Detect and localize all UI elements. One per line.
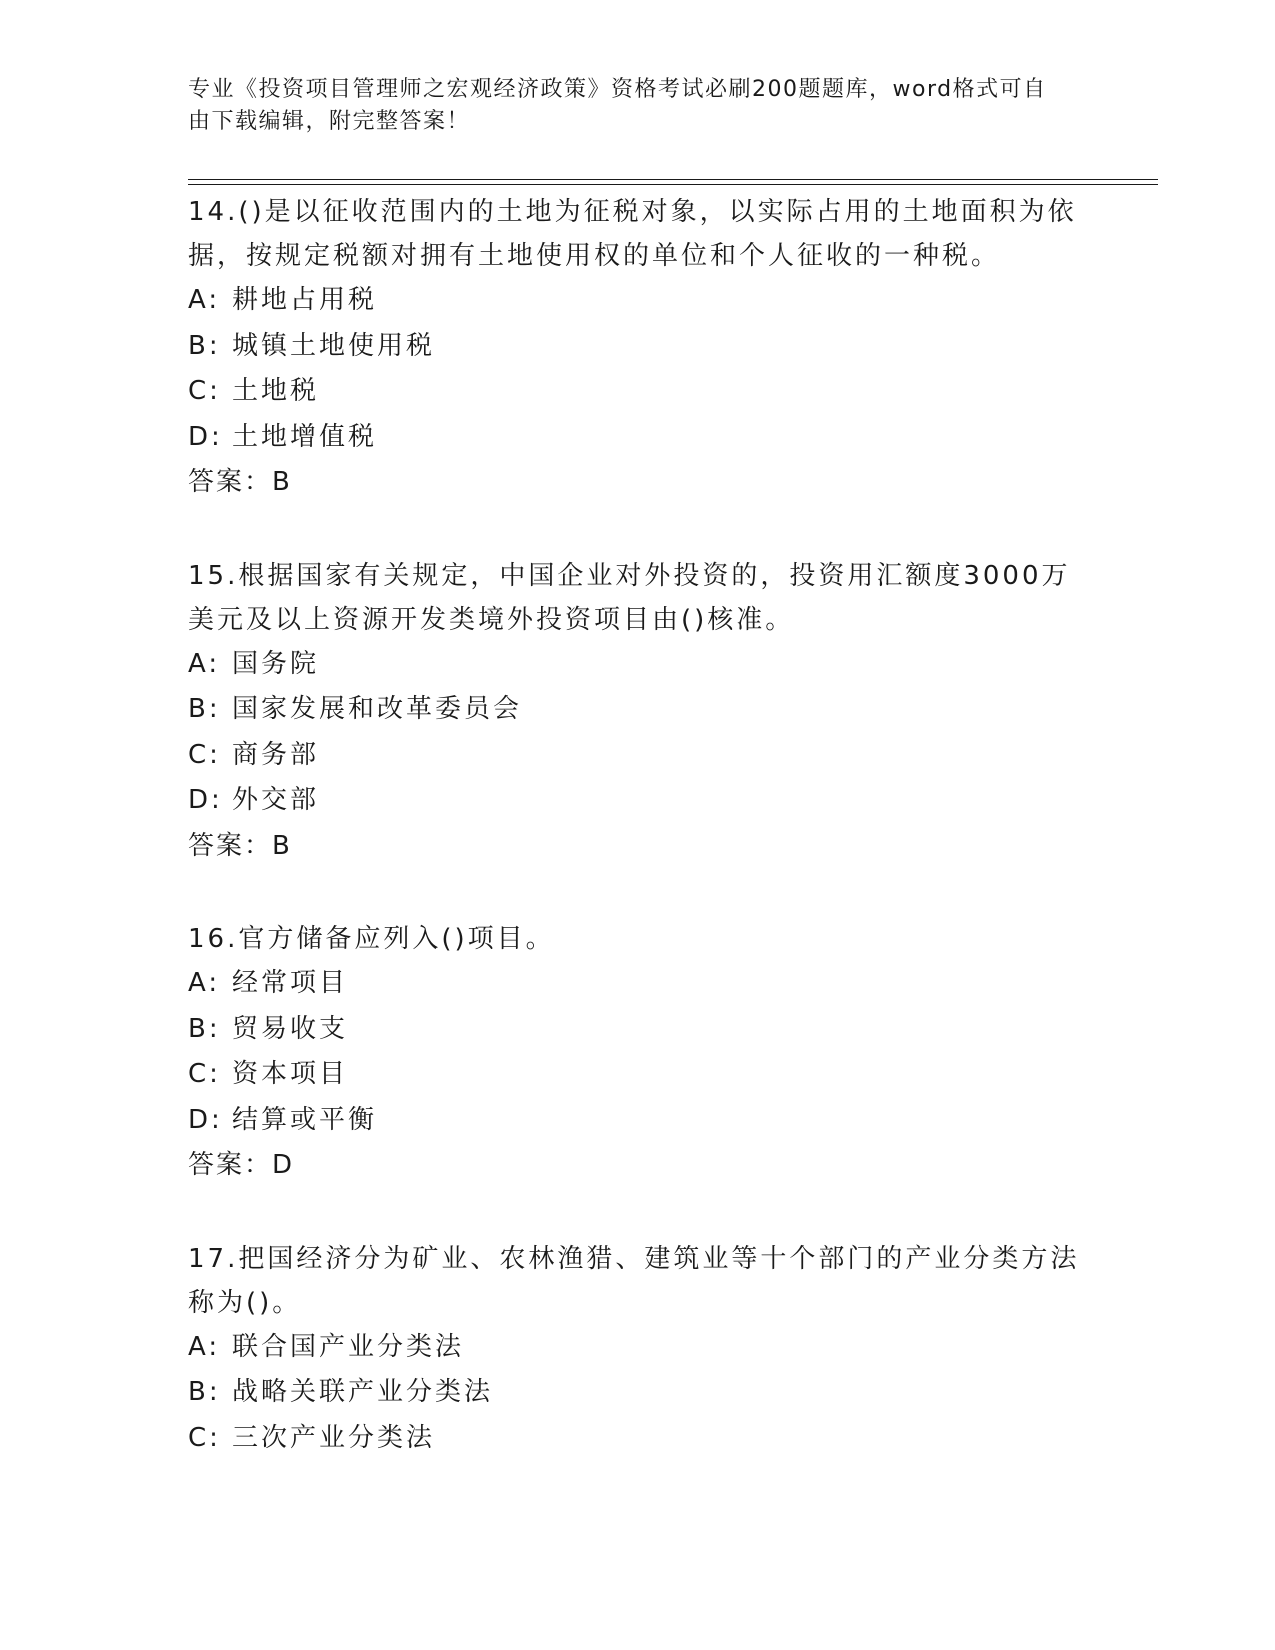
option-text: 商务部	[232, 739, 320, 770]
question-stem: 16.官方储备应列入()项目。	[188, 924, 555, 954]
option-b	[188, 687, 1158, 733]
question-item	[188, 190, 1158, 506]
option-text: 土地增值税	[232, 421, 378, 452]
question-item	[188, 554, 1158, 870]
answer-line: 答案：B	[188, 830, 292, 861]
document-page	[188, 0, 1158, 1650]
option-d	[188, 415, 1158, 461]
option-text: 外交部	[232, 785, 320, 815]
option-a	[188, 642, 1158, 688]
option-letter: D:	[188, 1104, 223, 1135]
header-divider	[188, 179, 1158, 185]
option-c	[188, 733, 1158, 779]
option-letter: A:	[188, 968, 221, 998]
option-c	[188, 369, 1158, 415]
option-letter: C:	[188, 376, 221, 406]
question-item	[188, 1237, 1158, 1462]
option-text: 结算或平衡	[232, 1104, 378, 1135]
option-b	[188, 1007, 1158, 1053]
option-letter: B:	[188, 1377, 221, 1407]
option-d	[188, 1098, 1158, 1144]
option-b	[188, 324, 1158, 370]
option-a	[188, 961, 1158, 1007]
option-text: 战略关联产业分类法	[232, 1377, 494, 1407]
question-list	[188, 190, 1158, 1509]
option-c	[188, 1052, 1158, 1098]
option-text: 经常项目	[232, 968, 349, 998]
option-letter: B:	[188, 694, 221, 724]
option-c	[188, 1416, 1158, 1462]
option-letter: C:	[188, 1059, 221, 1089]
option-a	[188, 278, 1158, 324]
question-stem: 14.()是以征收范围内的土地为征税对象，以实际占用的土地面积为依据，按规定税额对拥有土地使用权的单位和个人征收的一种税。	[188, 197, 1077, 271]
answer-line: 答案：B	[188, 467, 292, 497]
option-text: 国务院	[232, 648, 320, 679]
option-text: 耕地占用税	[232, 285, 378, 315]
option-text: 城镇土地使用税	[232, 330, 436, 361]
option-letter: A:	[188, 648, 221, 679]
option-letter: C:	[188, 739, 221, 770]
option-b	[188, 1370, 1158, 1416]
question-item	[188, 917, 1158, 1189]
option-d	[188, 778, 1158, 824]
option-letter: C:	[188, 1422, 221, 1453]
option-letter: B:	[188, 330, 221, 361]
answer-line: 答案：D	[188, 1150, 295, 1180]
option-text: 土地税	[232, 376, 320, 406]
option-text: 贸易收支	[232, 1013, 349, 1044]
question-stem: 17.把国经济分为矿业、农林渔猎、建筑业等十个部门的产业分类方法称为()。	[188, 1243, 1080, 1318]
option-letter: D:	[188, 421, 223, 452]
option-letter: A:	[188, 285, 221, 315]
option-text: 三次产业分类法	[232, 1422, 436, 1453]
document-header: 专业《投资项目管理师之宏观经济政策》资格考试必刷200题题库，word格式可自由下载编辑，附完整答案！	[188, 77, 1047, 134]
question-stem: 15.根据国家有关规定，中国企业对外投资的，投资用汇额度3000万美元及以上资源开发类境外投资项目由()核准。	[188, 560, 1071, 635]
option-a	[188, 1325, 1158, 1371]
option-text: 资本项目	[232, 1059, 349, 1089]
option-letter: A:	[188, 1331, 221, 1362]
option-text: 国家发展和改革委员会	[232, 694, 523, 724]
option-text: 联合国产业分类法	[232, 1331, 465, 1362]
option-letter: B:	[188, 1013, 221, 1044]
option-letter: D:	[188, 785, 223, 815]
